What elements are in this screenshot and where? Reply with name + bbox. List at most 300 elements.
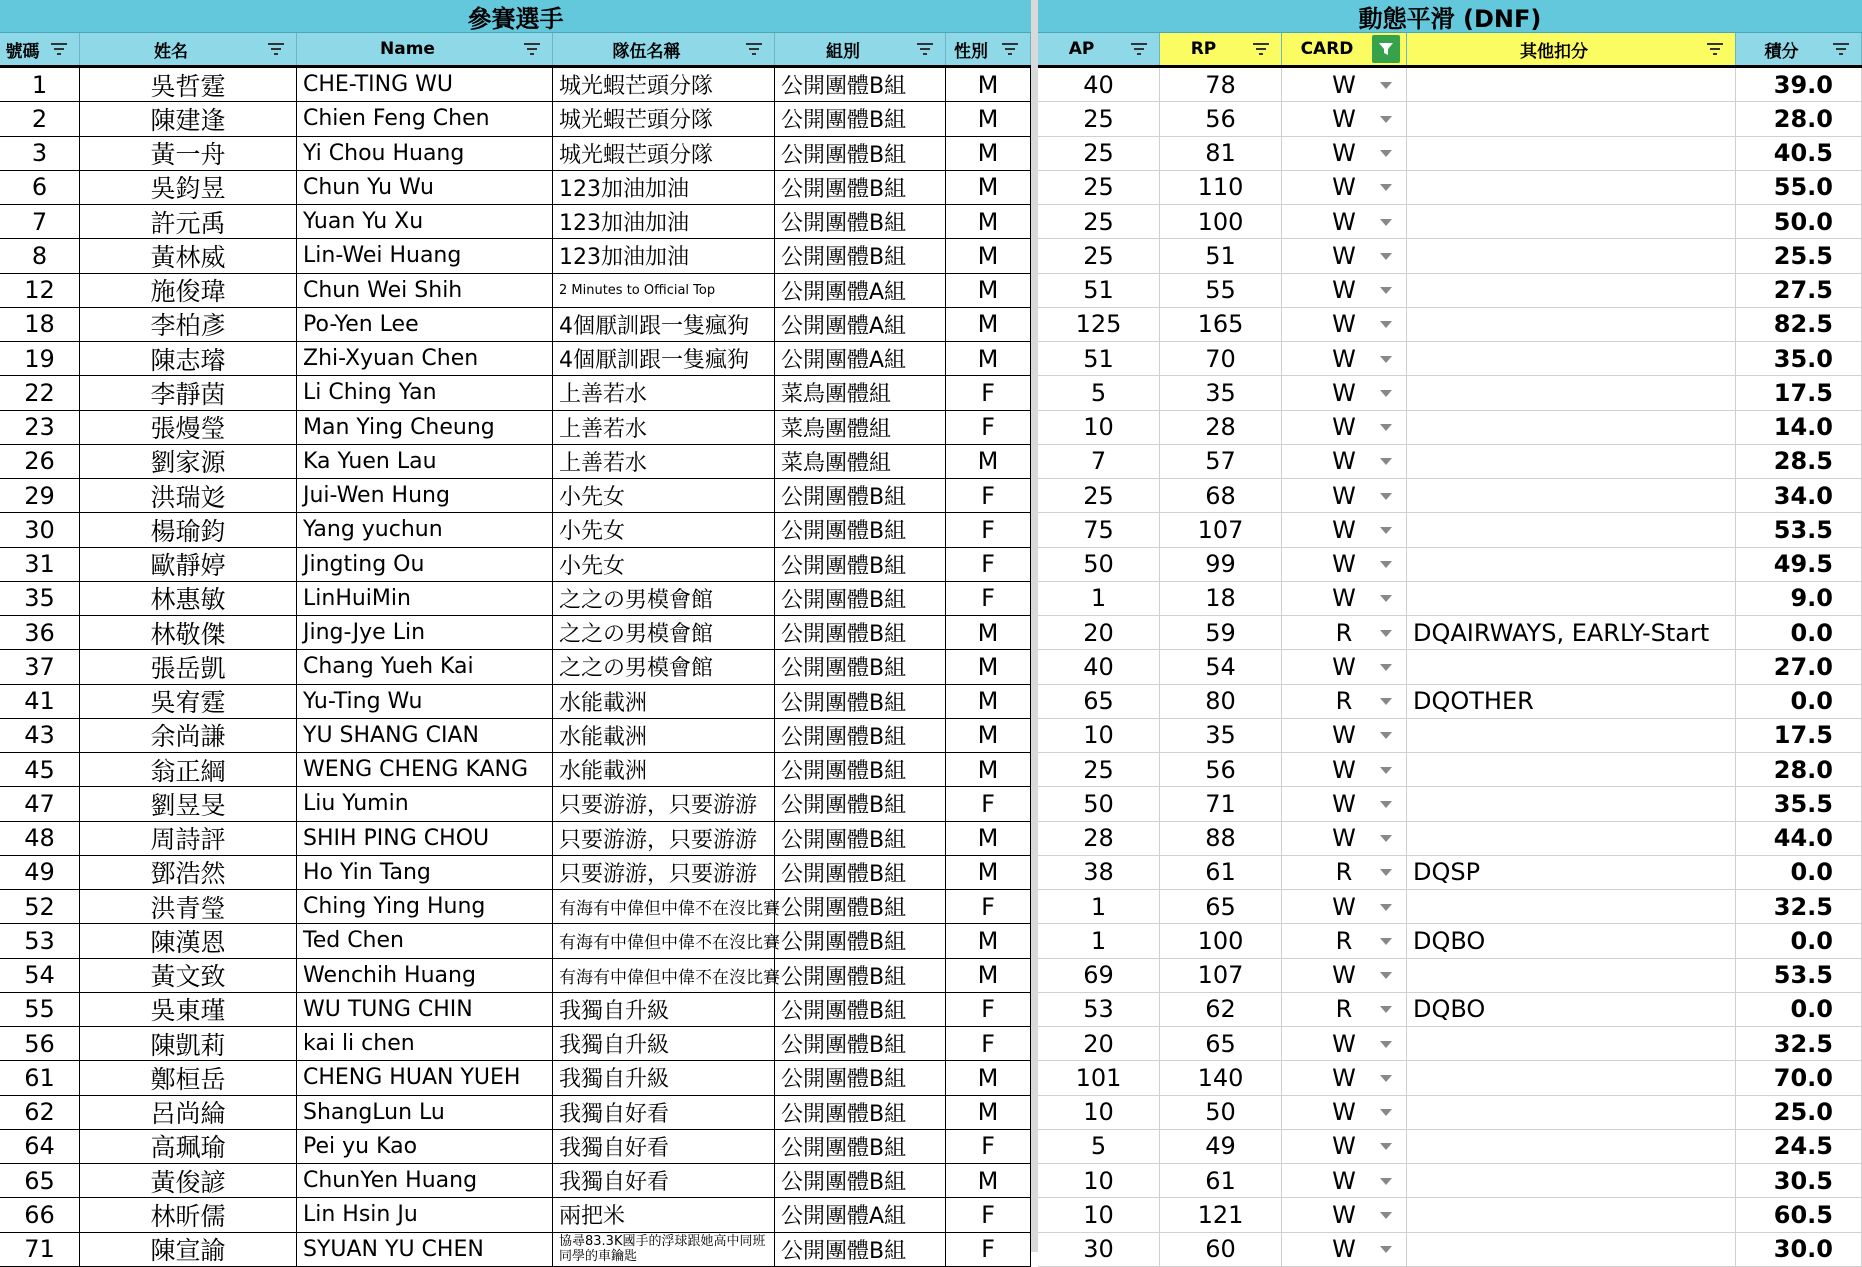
dropdown-arrow-icon[interactable] [1380,698,1392,705]
cell-rp[interactable]: 35 [1160,376,1282,409]
cell-ap[interactable]: 50 [1038,787,1160,820]
cell-sex[interactable]: M [946,924,1031,957]
cell-name[interactable]: CHE-TING WU [297,68,553,101]
filter-icon[interactable] [45,35,73,63]
cell-sex[interactable]: M [946,616,1031,649]
filter-icon[interactable] [1827,35,1855,63]
cell-chinese-name[interactable]: 歐靜婷 [80,548,297,581]
cell-score[interactable]: 50.0 [1736,205,1862,238]
cell-other-deduction[interactable] [1407,342,1736,375]
cell-score[interactable]: 32.5 [1736,1027,1862,1060]
cell-name[interactable]: Ka Yuen Lau [297,445,553,478]
cell-other-deduction[interactable] [1407,548,1736,581]
cell-number[interactable]: 3 [0,137,80,170]
cell-group[interactable]: 公開團體B組 [775,924,946,957]
cell-other-deduction[interactable] [1407,513,1736,546]
cell-chinese-name[interactable]: 周詩評 [80,822,297,855]
card-dropdown[interactable] [1282,824,1406,852]
cell-team[interactable]: 有海有中偉但中偉不在沒比賽 [553,890,775,923]
dropdown-arrow-icon[interactable] [1380,1212,1392,1219]
cell-rp[interactable]: 55 [1160,274,1282,307]
cell-sex[interactable]: F [946,890,1031,923]
cell-ap[interactable]: 5 [1038,376,1160,409]
cell-sex[interactable]: M [946,650,1031,683]
cell-team[interactable]: 城光蝦芒頭分隊 [553,68,775,101]
cell-card[interactable] [1282,890,1407,923]
dropdown-arrow-icon[interactable] [1380,1143,1392,1150]
cell-number[interactable]: 56 [0,1027,80,1060]
cell-chinese-name[interactable]: 陳建逢 [80,102,297,135]
cell-card[interactable] [1282,1233,1407,1266]
cell-sex[interactable]: M [946,856,1031,889]
cell-team[interactable]: 我獨自好看 [553,1164,775,1197]
cell-name[interactable]: YU SHANG CIAN [297,719,553,752]
cell-sex[interactable]: F [946,787,1031,820]
cell-name[interactable]: Yuan Yu Xu [297,205,553,238]
cell-rp[interactable]: 57 [1160,445,1282,478]
cell-ap[interactable]: 69 [1038,959,1160,992]
cell-number[interactable]: 29 [0,479,80,512]
card-dropdown[interactable] [1282,653,1406,681]
cell-rp[interactable]: 62 [1160,993,1282,1026]
card-dropdown[interactable] [1282,1098,1406,1126]
filter-icon[interactable] [740,35,768,63]
cell-chinese-name[interactable]: 吳鈞昱 [80,171,297,204]
cell-ap[interactable]: 10 [1038,1164,1160,1197]
cell-chinese-name[interactable]: 吳宥霆 [80,685,297,718]
cell-sex[interactable]: M [946,205,1031,238]
cell-number[interactable]: 7 [0,205,80,238]
cell-score[interactable]: 24.5 [1736,1130,1862,1163]
cell-number[interactable]: 45 [0,753,80,786]
cell-group[interactable]: 公開團體B組 [775,171,946,204]
cell-group[interactable]: 公開團體B組 [775,719,946,752]
cell-ap[interactable]: 75 [1038,513,1160,546]
cell-other-deduction[interactable]: DQSP [1407,856,1736,889]
dropdown-arrow-icon[interactable] [1380,835,1392,842]
card-dropdown[interactable] [1282,173,1406,201]
cell-sex[interactable]: F [946,376,1031,409]
cell-card[interactable] [1282,513,1407,546]
cell-other-deduction[interactable] [1407,1198,1736,1231]
cell-card[interactable] [1282,650,1407,683]
cell-rp[interactable]: 68 [1160,479,1282,512]
cell-number[interactable]: 30 [0,513,80,546]
cell-team[interactable]: 之之の男模會館 [553,582,775,615]
cell-score[interactable]: 49.5 [1736,548,1862,581]
cell-group[interactable]: 公開團體B組 [775,650,946,683]
cell-score[interactable]: 0.0 [1736,616,1862,649]
cell-other-deduction[interactable]: DQAIRWAYS, EARLY-Start [1407,616,1736,649]
cell-rp[interactable]: 78 [1160,68,1282,101]
dropdown-arrow-icon[interactable] [1380,664,1392,671]
cell-sex[interactable]: M [946,445,1031,478]
cell-rp[interactable]: 65 [1160,890,1282,923]
dropdown-arrow-icon[interactable] [1380,150,1392,157]
cell-name[interactable]: ChunYen Huang [297,1164,553,1197]
dropdown-arrow-icon[interactable] [1380,493,1392,500]
cell-chinese-name[interactable]: 楊瑜鈞 [80,513,297,546]
cell-score[interactable]: 25.0 [1736,1096,1862,1129]
card-dropdown[interactable] [1282,71,1406,99]
cell-number[interactable]: 8 [0,239,80,272]
cell-team[interactable]: 123加油加油 [553,205,775,238]
cell-score[interactable]: 27.5 [1736,274,1862,307]
cell-group[interactable]: 公開團體A組 [775,274,946,307]
cell-card[interactable] [1282,479,1407,512]
card-dropdown[interactable] [1282,276,1406,304]
cell-ap[interactable]: 10 [1038,1198,1160,1231]
cell-team[interactable]: 兩把米 [553,1198,775,1231]
cell-ap[interactable]: 20 [1038,1027,1160,1060]
cell-other-deduction[interactable] [1407,1130,1736,1163]
cell-other-deduction[interactable] [1407,719,1736,752]
cell-score[interactable]: 35.5 [1736,787,1862,820]
cell-chinese-name[interactable]: 陳宣諭 [80,1233,297,1266]
header-sex[interactable] [946,33,1031,65]
cell-ap[interactable]: 30 [1038,1233,1160,1266]
header-rp[interactable] [1160,33,1282,65]
dropdown-arrow-icon[interactable] [1380,321,1392,328]
cell-score[interactable]: 0.0 [1736,993,1862,1026]
dropdown-arrow-icon[interactable] [1380,184,1392,191]
cell-card[interactable] [1282,1096,1407,1129]
cell-chinese-name[interactable]: 施俊瑋 [80,274,297,307]
cell-name[interactable]: Chang Yueh Kai [297,650,553,683]
cell-chinese-name[interactable]: 張岳凱 [80,650,297,683]
card-dropdown[interactable] [1282,790,1406,818]
cell-ap[interactable]: 38 [1038,856,1160,889]
cell-card[interactable] [1282,1164,1407,1197]
cell-number[interactable]: 1 [0,68,80,101]
cell-sex[interactable]: F [946,1233,1031,1266]
cell-ap[interactable]: 5 [1038,1130,1160,1163]
cell-name[interactable]: Yu-Ting Wu [297,685,553,718]
cell-team[interactable]: 上善若水 [553,411,775,444]
card-dropdown[interactable] [1282,721,1406,749]
cell-team[interactable]: 123加油加油 [553,171,775,204]
cell-other-deduction[interactable] [1407,68,1736,101]
cell-group[interactable]: 公開團體B組 [775,205,946,238]
card-dropdown[interactable] [1282,482,1406,510]
card-dropdown[interactable] [1282,242,1406,270]
card-dropdown[interactable] [1282,139,1406,167]
cell-number[interactable]: 35 [0,582,80,615]
dropdown-arrow-icon[interactable] [1380,630,1392,637]
cell-group[interactable]: 公開團體A組 [775,308,946,341]
header-score[interactable] [1736,33,1862,65]
cell-ap[interactable]: 50 [1038,548,1160,581]
cell-group[interactable]: 公開團體B組 [775,890,946,923]
cell-rp[interactable]: 107 [1160,959,1282,992]
cell-other-deduction[interactable] [1407,171,1736,204]
header-card[interactable] [1282,33,1407,65]
cell-chinese-name[interactable]: 許元禹 [80,205,297,238]
dropdown-arrow-icon[interactable] [1380,1109,1392,1116]
cell-team[interactable]: 我獨自升級 [553,993,775,1026]
cell-number[interactable]: 22 [0,376,80,409]
cell-ap[interactable]: 51 [1038,274,1160,307]
cell-chinese-name[interactable]: 高珮瑜 [80,1130,297,1163]
card-dropdown[interactable] [1282,584,1406,612]
cell-number[interactable]: 23 [0,411,80,444]
cell-other-deduction[interactable] [1407,445,1736,478]
cell-team[interactable]: 小先女 [553,548,775,581]
cell-sex[interactable]: F [946,993,1031,1026]
card-dropdown[interactable] [1282,345,1406,373]
dropdown-arrow-icon[interactable] [1380,972,1392,979]
cell-score[interactable]: 14.0 [1736,411,1862,444]
cell-score[interactable]: 17.5 [1736,376,1862,409]
cell-team[interactable]: 水能載洲 [553,753,775,786]
dropdown-arrow-icon[interactable] [1380,1075,1392,1082]
header-ap[interactable] [1038,33,1160,65]
cell-ap[interactable]: 25 [1038,171,1160,204]
cell-rp[interactable]: 61 [1160,1164,1282,1197]
dropdown-arrow-icon[interactable] [1380,561,1392,568]
cell-group[interactable]: 公開團體B組 [775,513,946,546]
cell-card[interactable] [1282,719,1407,752]
cell-name[interactable]: Chun Wei Shih [297,274,553,307]
cell-other-deduction[interactable] [1407,582,1736,615]
cell-group[interactable]: 菜鳥團體組 [775,411,946,444]
cell-score[interactable]: 60.5 [1736,1198,1862,1231]
cell-sex[interactable]: F [946,582,1031,615]
cell-rp[interactable]: 88 [1160,822,1282,855]
cell-card[interactable] [1282,171,1407,204]
cell-chinese-name[interactable]: 鄭桓岳 [80,1061,297,1094]
cell-score[interactable]: 28.0 [1736,102,1862,135]
cell-team[interactable]: 2 Minutes to Official Top [553,274,775,307]
dropdown-arrow-icon[interactable] [1380,458,1392,465]
cell-card[interactable] [1282,137,1407,170]
cell-name[interactable]: Wenchih Huang [297,959,553,992]
dropdown-arrow-icon[interactable] [1380,356,1392,363]
cell-rp[interactable]: 28 [1160,411,1282,444]
cell-group[interactable]: 公開團體B組 [775,1130,946,1163]
cell-team[interactable]: 我獨自好看 [553,1130,775,1163]
cell-score[interactable]: 44.0 [1736,822,1862,855]
cell-ap[interactable]: 10 [1038,1096,1160,1129]
cell-ap[interactable]: 25 [1038,479,1160,512]
cell-ap[interactable]: 25 [1038,102,1160,135]
cell-sex[interactable]: M [946,137,1031,170]
cell-number[interactable]: 12 [0,274,80,307]
cell-group[interactable]: 公開團體B組 [775,1096,946,1129]
cell-team[interactable]: 4個厭訓跟一隻瘋狗 [553,308,775,341]
cell-other-deduction[interactable] [1407,1096,1736,1129]
cell-team[interactable]: 城光蝦芒頭分隊 [553,102,775,135]
cell-team[interactable]: 協尋83.3K國手的浮球跟她高中同班同學的車鑰匙 [553,1233,775,1266]
cell-chinese-name[interactable]: 陳漢恩 [80,924,297,957]
cell-rp[interactable]: 107 [1160,513,1282,546]
card-dropdown[interactable] [1282,310,1406,338]
cell-group[interactable]: 公開團體B組 [775,137,946,170]
card-dropdown[interactable] [1282,756,1406,784]
cell-name[interactable]: Zhi-Xyuan Chen [297,342,553,375]
cell-name[interactable]: LinHuiMin [297,582,553,615]
cell-other-deduction[interactable] [1407,1027,1736,1060]
dropdown-arrow-icon[interactable] [1380,390,1392,397]
cell-other-deduction[interactable] [1407,959,1736,992]
cell-chinese-name[interactable]: 劉昱旻 [80,787,297,820]
cell-chinese-name[interactable]: 李柏彥 [80,308,297,341]
cell-number[interactable]: 6 [0,171,80,204]
cell-other-deduction[interactable]: DQOTHER [1407,685,1736,718]
cell-sex[interactable]: M [946,822,1031,855]
cell-chinese-name[interactable]: 洪青瑩 [80,890,297,923]
cell-card[interactable] [1282,616,1407,649]
cell-name[interactable]: Man Ying Cheung [297,411,553,444]
cell-number[interactable]: 54 [0,959,80,992]
card-dropdown[interactable] [1282,858,1406,886]
cell-score[interactable]: 40.5 [1736,137,1862,170]
cell-chinese-name[interactable]: 林惠敏 [80,582,297,615]
card-dropdown[interactable] [1282,961,1406,989]
cell-score[interactable]: 28.5 [1736,445,1862,478]
cell-sex[interactable]: F [946,1198,1031,1231]
cell-team[interactable]: 我獨自好看 [553,1096,775,1129]
cell-rp[interactable]: 56 [1160,102,1282,135]
cell-chinese-name[interactable]: 洪瑞彣 [80,479,297,512]
cell-group[interactable]: 公開團體B組 [775,582,946,615]
filter-icon[interactable] [996,35,1024,63]
cell-card[interactable] [1282,1130,1407,1163]
cell-sex[interactable]: M [946,171,1031,204]
cell-sex[interactable]: F [946,1130,1031,1163]
cell-other-deduction[interactable] [1407,787,1736,820]
cell-team[interactable]: 只要游游，只要游游 [553,856,775,889]
cell-other-deduction[interactable] [1407,274,1736,307]
cell-ap[interactable]: 1 [1038,924,1160,957]
cell-card[interactable] [1282,685,1407,718]
cell-ap[interactable]: 20 [1038,616,1160,649]
cell-other-deduction[interactable]: DQBO [1407,924,1736,957]
cell-name[interactable]: Yi Chou Huang [297,137,553,170]
cell-chinese-name[interactable]: 劉家源 [80,445,297,478]
cell-team[interactable]: 123加油加油 [553,239,775,272]
cell-score[interactable]: 0.0 [1736,924,1862,957]
cell-card[interactable] [1282,924,1407,957]
cell-team[interactable]: 上善若水 [553,445,775,478]
cell-other-deduction[interactable]: DQBO [1407,993,1736,1026]
cell-score[interactable]: 0.0 [1736,685,1862,718]
card-dropdown[interactable] [1282,413,1406,441]
cell-group[interactable]: 公開團體B組 [775,822,946,855]
cell-name[interactable]: Po-Yen Lee [297,308,553,341]
cell-number[interactable]: 55 [0,993,80,1026]
dropdown-arrow-icon[interactable] [1380,116,1392,123]
cell-other-deduction[interactable] [1407,1164,1736,1197]
cell-chinese-name[interactable]: 張熳瑩 [80,411,297,444]
cell-score[interactable]: 17.5 [1736,719,1862,752]
cell-sex[interactable]: F [946,1027,1031,1060]
cell-card[interactable] [1282,753,1407,786]
cell-number[interactable]: 36 [0,616,80,649]
filter-icon[interactable] [911,35,939,63]
cell-score[interactable]: 30.0 [1736,1233,1862,1266]
cell-number[interactable]: 31 [0,548,80,581]
cell-other-deduction[interactable] [1407,890,1736,923]
dropdown-arrow-icon[interactable] [1380,1006,1392,1013]
cell-name[interactable]: Jui-Wen Hung [297,479,553,512]
cell-sex[interactable]: M [946,719,1031,752]
cell-other-deduction[interactable] [1407,1061,1736,1094]
cell-other-deduction[interactable] [1407,205,1736,238]
cell-number[interactable]: 71 [0,1233,80,1266]
cell-group[interactable]: 公開團體B組 [775,856,946,889]
cell-ap[interactable]: 7 [1038,445,1160,478]
dropdown-arrow-icon[interactable] [1380,82,1392,89]
cell-ap[interactable]: 53 [1038,993,1160,1026]
cell-group[interactable]: 公開團體B組 [775,753,946,786]
card-dropdown[interactable] [1282,1167,1406,1195]
cell-name[interactable]: ShangLun Lu [297,1096,553,1129]
card-dropdown[interactable] [1282,379,1406,407]
cell-sex[interactable]: M [946,274,1031,307]
card-dropdown[interactable] [1282,447,1406,475]
dropdown-arrow-icon[interactable] [1380,424,1392,431]
cell-card[interactable] [1282,274,1407,307]
cell-other-deduction[interactable] [1407,239,1736,272]
cell-card[interactable] [1282,342,1407,375]
cell-chinese-name[interactable]: 林昕儒 [80,1198,297,1231]
cell-name[interactable]: Chun Yu Wu [297,171,553,204]
cell-score[interactable]: 53.5 [1736,959,1862,992]
header-other-deduction[interactable] [1407,33,1736,65]
cell-chinese-name[interactable]: 鄧浩然 [80,856,297,889]
cell-name[interactable]: Jingting Ou [297,548,553,581]
cell-other-deduction[interactable] [1407,822,1736,855]
cell-chinese-name[interactable]: 陳凱莉 [80,1027,297,1060]
cell-name[interactable]: SHIH PING CHOU [297,822,553,855]
cell-rp[interactable]: 81 [1160,137,1282,170]
cell-rp[interactable]: 80 [1160,685,1282,718]
cell-card[interactable] [1282,411,1407,444]
cell-other-deduction[interactable] [1407,411,1736,444]
dropdown-arrow-icon[interactable] [1380,1041,1392,1048]
card-dropdown[interactable] [1282,995,1406,1023]
cell-other-deduction[interactable] [1407,308,1736,341]
cell-other-deduction[interactable] [1407,102,1736,135]
cell-group[interactable]: 公開團體B組 [775,239,946,272]
cell-other-deduction[interactable] [1407,479,1736,512]
cell-ap[interactable]: 25 [1038,205,1160,238]
header-name[interactable] [297,33,553,65]
cell-group[interactable]: 菜鳥團體組 [775,445,946,478]
cell-number[interactable]: 43 [0,719,80,752]
cell-team[interactable]: 城光蝦芒頭分隊 [553,137,775,170]
cell-rp[interactable]: 50 [1160,1096,1282,1129]
cell-number[interactable]: 65 [0,1164,80,1197]
card-dropdown[interactable] [1282,208,1406,236]
cell-team[interactable]: 只要游游，只要游游 [553,787,775,820]
cell-sex[interactable]: M [946,1096,1031,1129]
cell-chinese-name[interactable]: 黃俊諺 [80,1164,297,1197]
cell-score[interactable]: 55.0 [1736,171,1862,204]
dropdown-arrow-icon[interactable] [1380,938,1392,945]
header-group[interactable] [775,33,946,65]
dropdown-arrow-icon[interactable] [1380,732,1392,739]
cell-group[interactable]: 公開團體B組 [775,616,946,649]
cell-sex[interactable]: M [946,959,1031,992]
cell-ap[interactable]: 25 [1038,239,1160,272]
cell-chinese-name[interactable]: 翁正綱 [80,753,297,786]
cell-chinese-name[interactable]: 吳哲霆 [80,68,297,101]
cell-sex[interactable]: M [946,68,1031,101]
cell-score[interactable]: 25.5 [1736,239,1862,272]
cell-rp[interactable]: 121 [1160,1198,1282,1231]
